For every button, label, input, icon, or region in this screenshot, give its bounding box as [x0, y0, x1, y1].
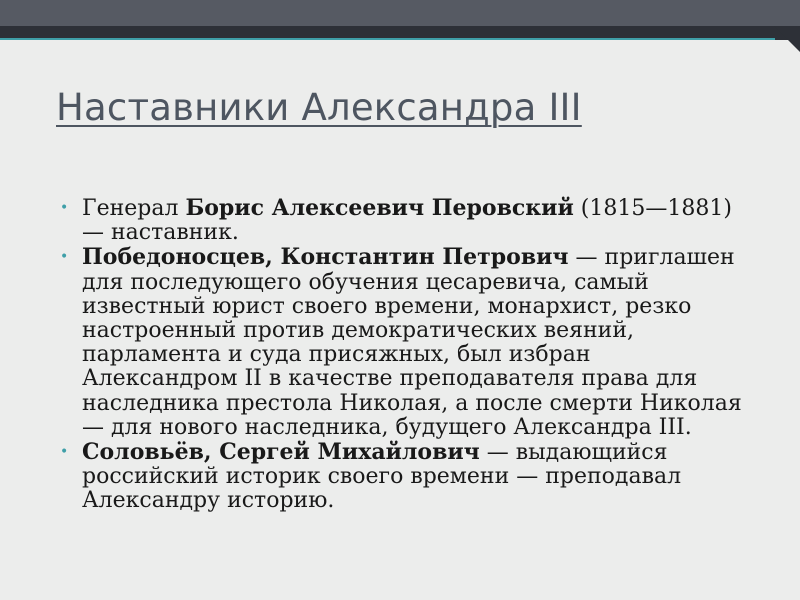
bullet-icon: • [60, 200, 69, 216]
bullet-item-pobedonostsev [60, 245, 750, 440]
slide-title: Наставники Александра III [56, 86, 582, 129]
bullet-name: Соловьёв, Сергей Михайлович [82, 439, 480, 466]
bullet-text: (1815—1881) — наставник. [82, 196, 732, 246]
bullet-list [60, 196, 750, 514]
bullet-icon: • [60, 249, 69, 266]
bullet-name: Борис Алексеевич Перовский [185, 195, 574, 221]
header-accent-line [0, 38, 775, 40]
bullet-item-perovsky [60, 196, 750, 245]
bullet-name: Победоносцев, Константин Петрович [82, 244, 569, 271]
bullet-text: — выдающийся российский историк своего времени — преподавал Александру историю. [82, 440, 682, 514]
corner-triangle-decoration [774, 26, 800, 52]
header-band [0, 0, 800, 26]
bullet-item-solovyov [60, 440, 750, 514]
bullet-prefix: Генерал [82, 196, 186, 221]
bullet-text: — приглашен для последующего обучения цесаревича, самый известный юрист своего времени, монархист, резко настроенный против демократических веяний, парламента и суда присяжных, был избран Александром II в качестве преподавателя права для наследника престола Николая, а после смерти Николая — для нового наследника, будущего Александра III. [82, 245, 742, 440]
bullet-icon: • [60, 444, 69, 461]
